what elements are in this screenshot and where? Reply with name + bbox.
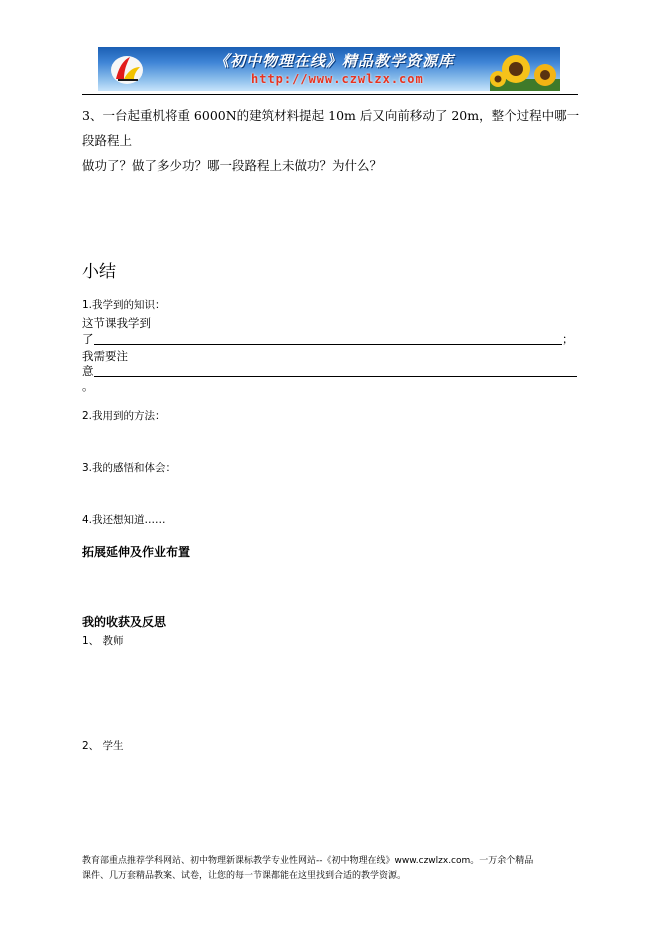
attention-prefix-a: 我需要注 bbox=[82, 349, 128, 363]
extension-heading: 拓展延伸及作业布置 bbox=[82, 545, 191, 559]
reflection-heading: 我的收获及反思 bbox=[82, 615, 167, 629]
sunflower-image bbox=[490, 49, 560, 91]
header-rule bbox=[82, 94, 578, 95]
header-banner bbox=[98, 47, 560, 91]
logo-icon bbox=[110, 53, 144, 85]
question-3-line-2: 做功了？做了多少功？哪一段路程上未做功？为什么？ bbox=[82, 158, 383, 173]
banner-url: http://www.czwlzx.com bbox=[251, 72, 424, 86]
summary-title: 小结 bbox=[82, 262, 116, 282]
reflection-item-teacher: 1、 教师 bbox=[82, 635, 124, 647]
attention-prefix-b: 意 bbox=[82, 364, 94, 378]
attention-blank-line bbox=[94, 376, 577, 377]
footer-note bbox=[82, 854, 588, 884]
footer-line-1: 教育部重点推荐学科网站、初中物理新课标教学专业性网站--《初中物理在线》www.czwlzx.com。一万余个精品 bbox=[82, 856, 534, 866]
summary-item-2-label: 2.我用到的方法： bbox=[82, 410, 166, 422]
learned-blank-line bbox=[94, 344, 562, 345]
reflection-item-student: 2、 学生 bbox=[82, 740, 124, 752]
attention-end-mark: 。 bbox=[82, 379, 94, 393]
footer-line-2: 课件、几万套精品教案、试卷，让您的每一节课都能在这里找到合适的教学资源。 bbox=[82, 871, 407, 881]
summary-item-4-label: 4.我还想知道…… bbox=[82, 514, 166, 526]
question-3 bbox=[82, 103, 582, 178]
learned-end-mark: ； bbox=[562, 332, 574, 346]
banner-title: 《初中物理在线》精品教学资源库 bbox=[214, 52, 455, 70]
learned-prefix-a: 这节课我学到 bbox=[82, 316, 151, 330]
question-3-line-1: 3、一台起重机将重 6000N的建筑材料提起 10m 后又向前移动了 20m，整个过程中哪一段路程上 bbox=[82, 108, 580, 148]
learned-prefix-b: 了 bbox=[82, 332, 94, 346]
summary-item-1-label: 1.我学到的知识： bbox=[82, 299, 166, 311]
summary-item-3-label: 3.我的感悟和体会： bbox=[82, 462, 177, 474]
